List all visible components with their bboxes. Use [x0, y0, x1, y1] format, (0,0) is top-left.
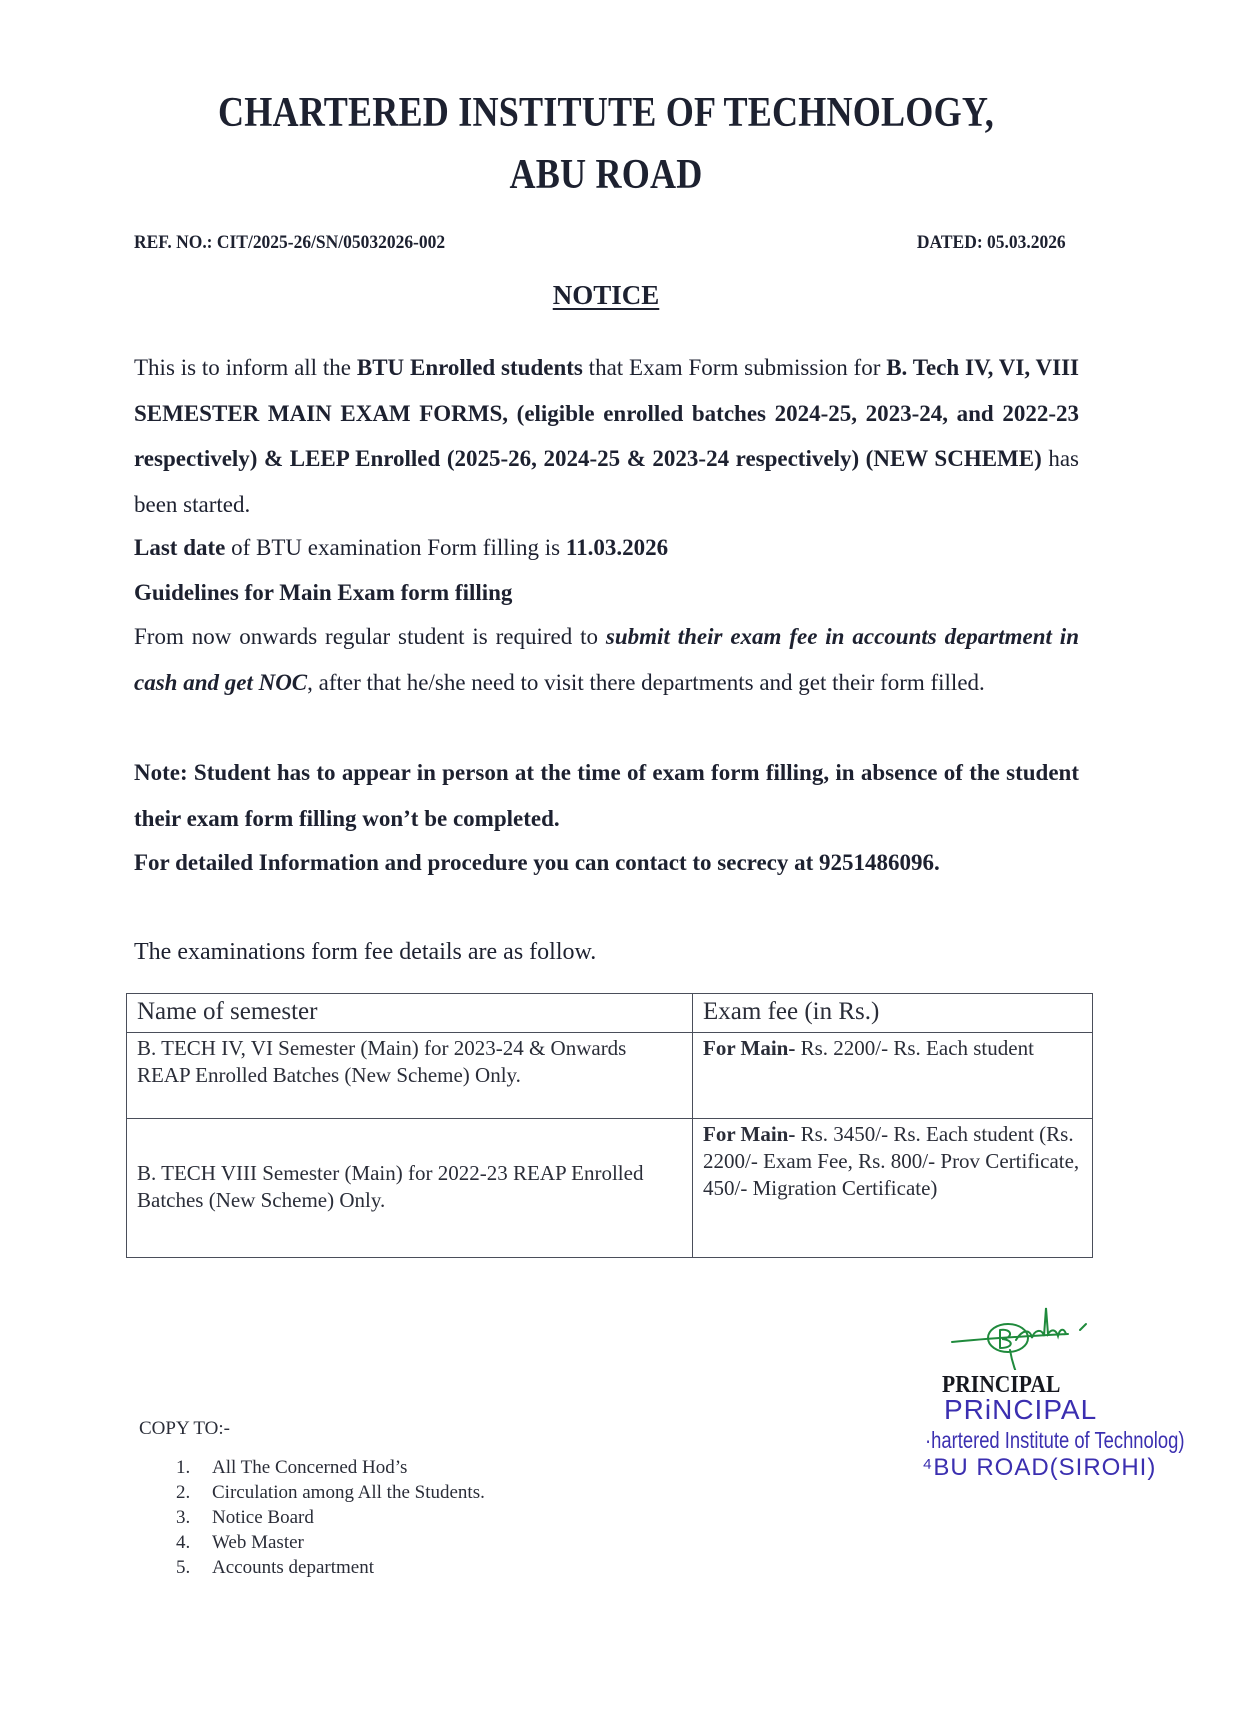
notice-date: DATED: 05.03.2026 — [917, 232, 1066, 253]
fee-text: Rs. 3450/- Rs. Each student (Rs. 2200/- Exam Fee, Rs. 800/- Prov Certificate, 450/- Migration Certificate) — [703, 1122, 1080, 1200]
list-item — [176, 1530, 485, 1555]
guidelines-heading: Guidelines for Main Exam form filling — [134, 580, 513, 605]
guidelines-emphasis: submit their exam fee in accounts department in cash and get NOC — [134, 624, 1079, 695]
list-text: Notice Board — [212, 1507, 314, 1528]
fee-text: Rs. 2200/- Rs. Each student — [795, 1036, 1034, 1060]
list-number: 5. — [176, 1557, 191, 1578]
guidelines-paragraph — [134, 614, 1079, 705]
table-row — [127, 1033, 1093, 1119]
fee-cell — [693, 1119, 1093, 1258]
list-item — [176, 1455, 485, 1480]
copy-to-list — [176, 1455, 485, 1580]
institute-name-line2: ABU ROAD — [509, 152, 703, 198]
fee-label: For Main- — [703, 1122, 796, 1146]
contact-paragraph — [134, 840, 1079, 886]
guidelines-text-2: , after that he/she need to visit there departments and get their form filled. — [307, 669, 985, 695]
semester-cell: B. TECH VIII Semester (Main) for 2022-23 REAP Enrolled Batches (New Scheme) Only. — [127, 1119, 693, 1258]
last-date-value: 11.03.2026 — [565, 535, 669, 560]
fee-intro: The examinations form fee details are as follow. — [134, 939, 597, 965]
intro-text-1: This is to inform all the — [134, 355, 357, 380]
notice-heading: NOTICE — [552, 280, 660, 310]
stamp-line-2: ·hartered Institute of Technolog) — [925, 1427, 1185, 1453]
intro-text-3: has been started. — [134, 446, 1079, 517]
intro-text-2: that Exam Form submission for — [582, 355, 887, 380]
stamp-line-1: PRiNCIPAL — [944, 1394, 1098, 1425]
list-text: All The Concerned Hod’s — [212, 1457, 408, 1478]
list-item — [176, 1480, 485, 1505]
semester-cell: B. TECH IV, VI Semester (Main) for 2023-24 & Onwards REAP Enrolled Batches (New Scheme) Only. — [127, 1033, 693, 1119]
intro-paragraph — [134, 345, 1079, 527]
list-text: Web Master — [212, 1532, 304, 1553]
list-number: 1. — [176, 1457, 191, 1478]
principal-signature-block — [922, 1300, 1210, 1500]
list-text: Circulation among All the Students. — [212, 1482, 485, 1503]
header-exam-fee: Exam fee (in Rs.) — [693, 994, 1093, 1033]
guidelines-heading-block — [134, 570, 1079, 616]
intro-bold-1: BTU Enrolled students — [356, 355, 583, 380]
institute-name-line1: CHARTERED INSTITUTE OF TECHNOLOGY, — [217, 90, 994, 136]
guidelines-text-1: From now onwards regular student is required to — [134, 624, 606, 649]
intro-bold-2: B. Tech IV, VI, VIII SEMESTER MAIN EXAM FORMS, (eligible enrolled batches 2024-25, 2023-24, and 2022-23 respectively) & LEEP Enrolled (2025-26, 2024-25 & 2023-24 respectively) (NEW SCHEME) — [134, 355, 1079, 471]
fee-intro-block — [134, 930, 1079, 976]
signature-scribble-icon — [950, 1300, 1110, 1370]
contact-text: For detailed Information and procedure you can contact to secrecy at 9251486096. — [134, 850, 940, 875]
list-number: 2. — [176, 1482, 191, 1503]
note-paragraph — [134, 750, 1079, 841]
copy-to-heading: COPY TO:- — [139, 1418, 230, 1439]
list-number: 3. — [176, 1507, 191, 1528]
reference-number: REF. NO.: CIT/2025-26/SN/05032026-002 — [134, 232, 446, 253]
list-item — [176, 1505, 485, 1530]
table-row — [127, 1119, 1093, 1258]
fee-label: For Main- — [703, 1036, 796, 1060]
principal-title: PRINCIPAL — [942, 1372, 1061, 1398]
fee-cell — [693, 1033, 1093, 1119]
list-number: 4. — [176, 1532, 191, 1553]
list-text: Accounts department — [212, 1557, 374, 1578]
note-text: Note: Student has to appear in person at the time of exam form filling, in absence of the student their exam form filling won’t be completed. — [134, 760, 1079, 831]
table-header-row — [127, 994, 1093, 1033]
fee-table — [126, 993, 1093, 1258]
last-date-label: Last date — [134, 535, 226, 560]
header-semester: Name of semester — [127, 994, 693, 1033]
list-item — [176, 1555, 485, 1580]
last-date-line — [134, 525, 1079, 571]
last-date-text: of BTU examination Form filling is — [225, 535, 566, 560]
stamp-line-3: ⁴BU ROAD(SIROHI) — [922, 1454, 1157, 1481]
